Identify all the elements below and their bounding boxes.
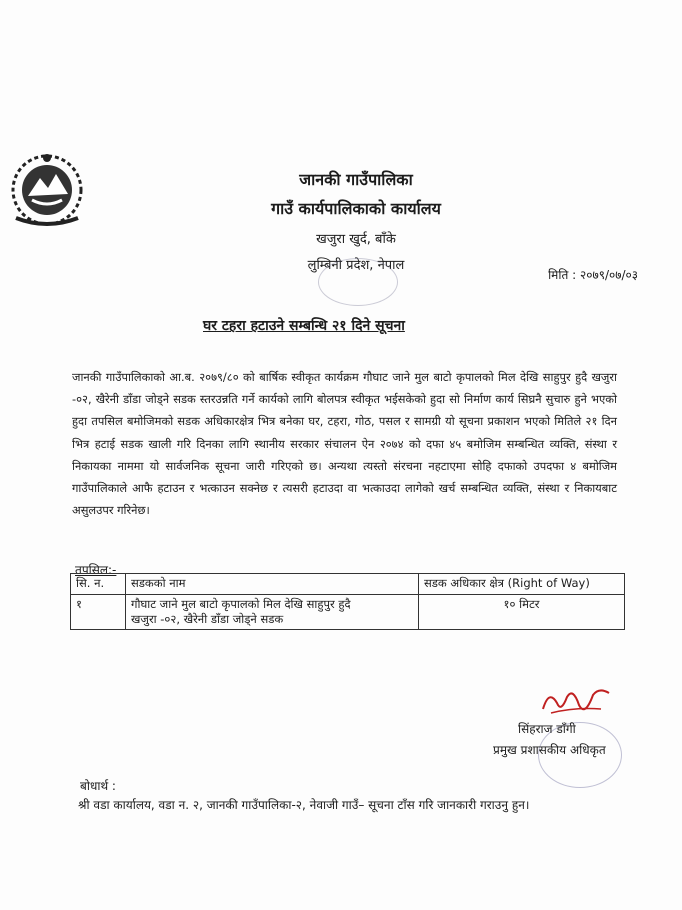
notice-subject: घर टहरा हटाउने सम्बन्धि २१ दिने सूचना: [203, 318, 405, 334]
office-seal-stamp: [318, 258, 398, 306]
header-right-of-way: सडक अधिकार क्षेत्र (Right of Way): [419, 574, 625, 595]
cell-road-name: [126, 595, 419, 630]
header-serial: सि. न.: [71, 574, 126, 595]
cell-serial: १: [71, 595, 126, 630]
office-subtitle: गाउँ कार्यपालिकाको कार्यालय: [271, 199, 441, 218]
road-name-line2: खजुरा -०२, खैरेनी डाँडा जोड्ने सडक: [131, 612, 284, 626]
office-province: लुम्बिनी प्रदेश, नेपाल: [307, 258, 405, 273]
road-name-line1: गौघाट जाने मुल बाटो कृपालको मिल देखि साहुपुर हुदै: [131, 597, 351, 611]
office-name: जानकी गाउँपालिका: [299, 170, 413, 189]
cc-label: बोधार्थ :: [80, 779, 116, 793]
cell-right-of-way: १० मिटर: [419, 595, 625, 630]
issue-date: मिति : २०७९/०७/०३: [548, 268, 638, 282]
header-road-name: सडकको नाम: [126, 574, 419, 595]
cc-line: श्री वडा कार्यालय, वडा न. २, जानकी गाउँपालिका-२, नेवाजी गाउँ– सूचना टाँस गरि जानकारी गराउनु हुन।: [78, 798, 530, 812]
office-address: खजुरा खुर्द, बाँके: [316, 232, 396, 247]
signer-title: प्रमुख प्रशासकीय अधिकृत: [493, 743, 606, 757]
table-row: [71, 595, 625, 630]
handwritten-signature-icon: [535, 683, 615, 723]
table-header-row: [71, 574, 625, 595]
schedule-title: तपसिल:-: [75, 563, 117, 577]
notice-body: जानकी गाउँपालिकाको आ.ब. २०७९/८० को बार्षिक स्वीकृत कार्यक्रम गौघाट जाने मुल बाटो कृपालको मिल देखि साहुपुर हुदै खजुरा -०२, खैरेनी डाँडा जोड्ने सडक स्तरउन्नति गर्ने कार्यको लागि बोलपत्र स्वीकृत भईसकेको हुदा सो निर्माण कार्य सिघ्रनै सुचारु हुने भएको हुदा तपसिल बमोजिमको सडक अधिकारक्षेत्र भित्र बनेका घर, टहरा, गोठ, पसल र सामग्री यो सूचना प्रकाशन भएको मितिले २१ दिन भित्र हटाई सडक खाली गरि दिनका लागि स्थानीय सरकार संचालन ऐन २०७४ को दफा ४५ बमोजिम सम्बन्धित व्यक्ति, संस्था र निकायका नाममा यो सार्वजनिक सूचना जारी गरिएको छ। अन्यथा त्यस्तो संरचना नहटाएमा सोहि दफाको उपदफा ४ बमोजिम गाउँपालिकाले आफै हटाउन र भत्काउन सक्नेछ र त्यसरी हटाउदा वा भत्काउदा लागेको खर्च सम्बन्धित व्यक्ति, संस्था र निकायबाट असुलउपर गरिनेछ।: [72, 370, 617, 518]
schedule-table: [70, 573, 625, 630]
signer-name: सिंहराज डाँगी: [518, 722, 576, 736]
